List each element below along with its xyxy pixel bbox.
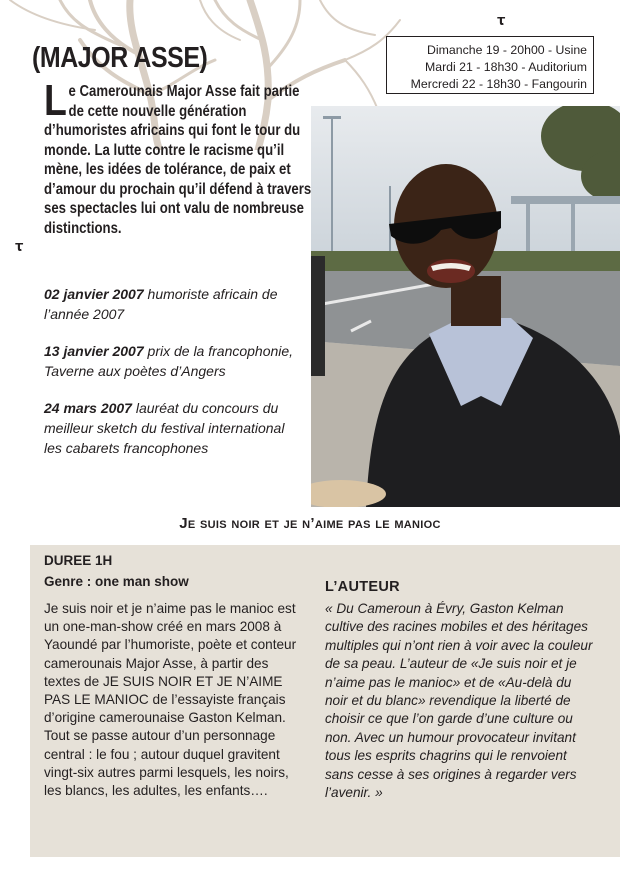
tau-glyph-icon: 𝛕 xyxy=(15,238,24,255)
author-heading: L’AUTEUR xyxy=(325,579,400,595)
award-date: 02 janvier 2007 xyxy=(44,286,144,302)
schedule-box xyxy=(386,36,594,94)
intro-text: e Camerounais Major Asse fait partie de cette nouvelle génération d’humoristes africains qui font le tour du monde. La lutte contre le racisme qu’il mène, les idées de tolérance, de paix et d’amour du prochain qu’il défend à travers ses spectacles lui ont valu de nombreuse distinctions. xyxy=(44,83,312,237)
award-date: 13 janvier 2007 xyxy=(44,343,144,359)
author-text: « Du Cameroun à Évry, Gaston Kelman cultive des racines mobiles et des héritages multiples qui n’ont rien à voir avec la couleur de sa peau. L’auteur de «Je suis noir et je n’aime pas le manioc» et de «Au-delà du noir et du blanc» revendique la liberté de choisir ce que l’on garde d’une culture ou non. Avec un humour provocateur invitant tous les esprits chagrins qui le renvoient sans cesse à ses origines à regarder vers l’avenir. » xyxy=(325,601,593,801)
awards-list xyxy=(44,284,304,475)
award-item xyxy=(44,398,304,458)
genre-label: Genre : one man show xyxy=(44,574,189,589)
schedule-line: Mercredi 22 - 18h30 - Fangourin xyxy=(410,77,587,91)
award-item xyxy=(44,284,304,324)
duration-label: DUREE 1H xyxy=(44,553,113,568)
tau-glyph-icon: 𝛕 xyxy=(497,12,506,29)
intro-paragraph xyxy=(44,76,314,238)
dropcap: L xyxy=(44,76,67,125)
page-title: (MAJOR ASSE) xyxy=(32,42,208,74)
award-text: lauréat du concours du meilleur sketch du festival international les cabarets francophones xyxy=(44,400,285,456)
performer-photo xyxy=(311,106,620,507)
schedule-line: Mardi 21 - 18h30 - Auditorium xyxy=(425,60,587,74)
show-subtitle: Je suis noir et je n’aime pas le manioc xyxy=(179,515,441,532)
schedule-line: Dimanche 19 - 20h00 - Usine xyxy=(427,43,587,57)
award-text: humoriste africain de l’année 2007 xyxy=(44,286,278,322)
show-description: Je suis noir et je n’aime pas le manioc est un one-man-show créé en mars 2008 à Yaoundé par l’humoriste, poète et conteur camerounais Major Asse, à partir des textes de JE SUIS NOIR ET JE N’AIME PAS LE MANIOC de l’essayiste français d’origine camerounaise Gaston Kelman. Tout se passe autour d’un personnage central : le fou ; autour duquel gravitent vingt-six autres parmi lesquels, les noirs, les blancs, les adultes, les enfants…. xyxy=(44,601,297,799)
award-date: 24 mars 2007 xyxy=(44,400,132,416)
award-item xyxy=(44,341,304,381)
award-text: prix de la francophonie, Taverne aux poètes d’Angers xyxy=(44,343,294,379)
